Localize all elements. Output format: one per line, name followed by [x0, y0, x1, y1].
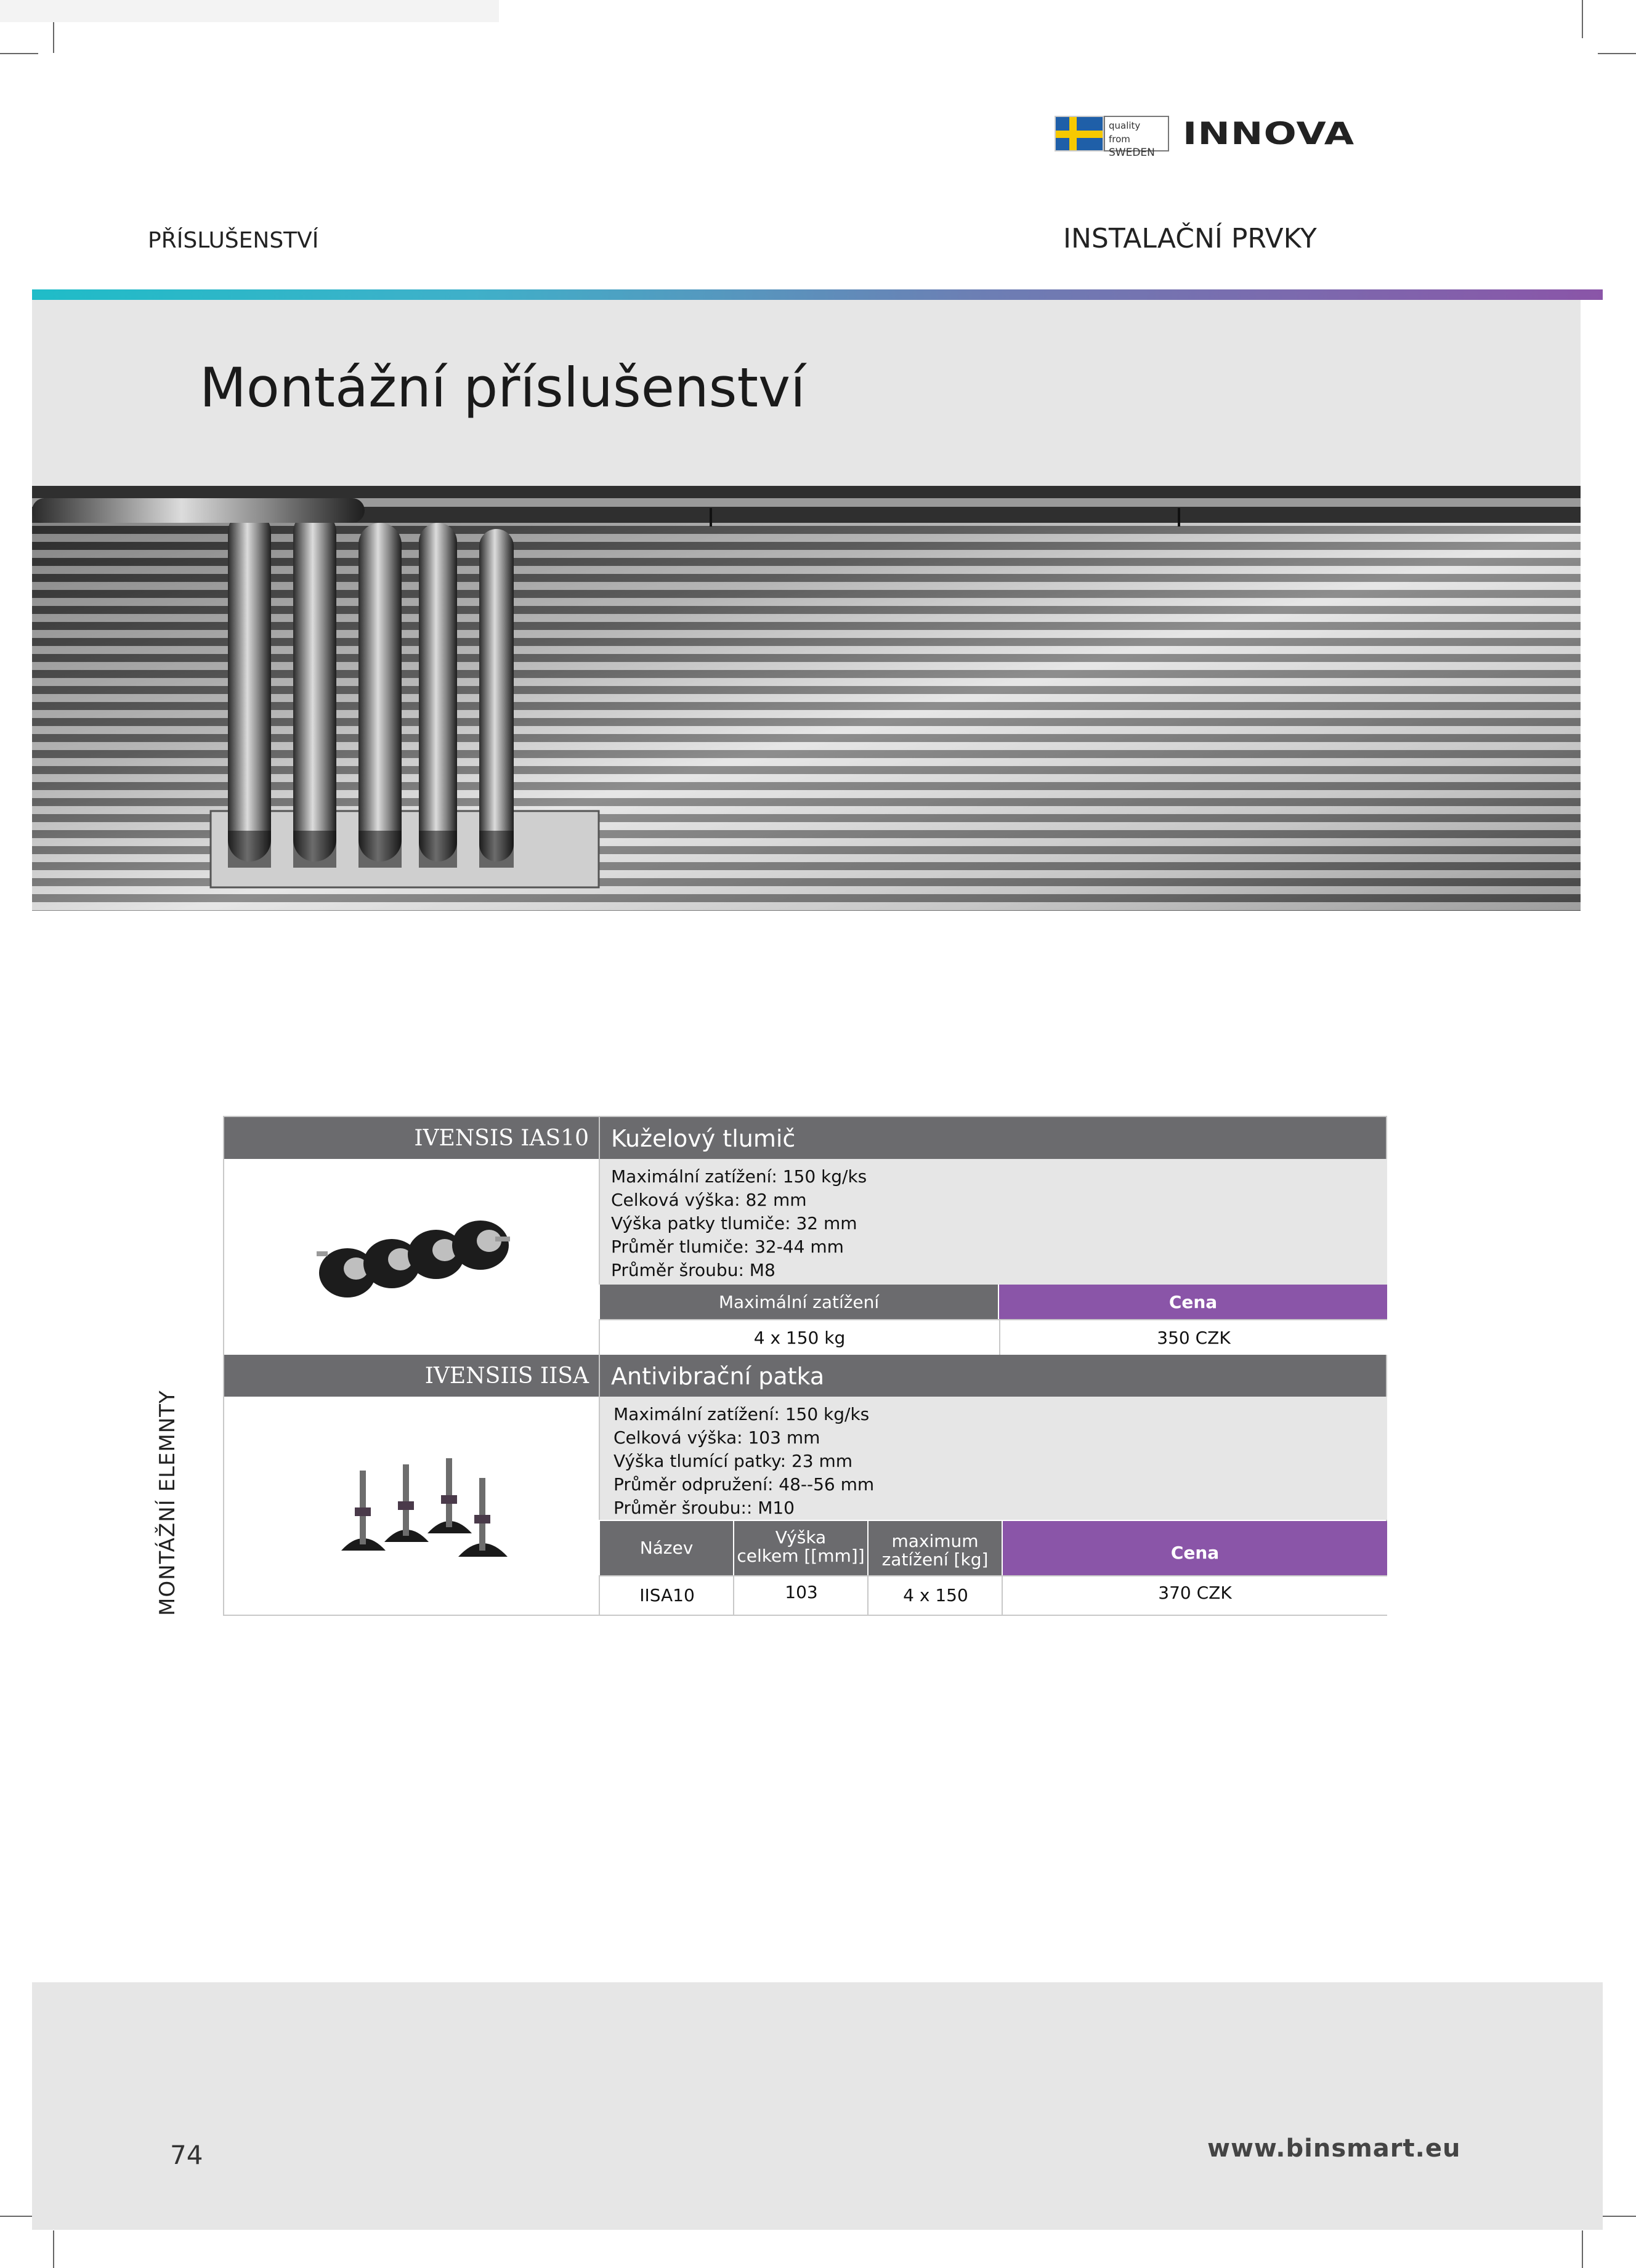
column-header: Název [600, 1521, 733, 1575]
header-line: maximum [891, 1531, 979, 1551]
crop-mark [1582, 2230, 1583, 2268]
spec-line: Výška tlumící patky: 23 mm [614, 1451, 853, 1471]
product-code: IVENSIS IAS10 [414, 1126, 589, 1151]
page-number: 74 [170, 2140, 203, 2170]
product-table [223, 1116, 1387, 1616]
crop-mark [53, 22, 54, 53]
swedish-flag-icon [1055, 116, 1104, 151]
price-value: 370 CZK [1002, 1575, 1387, 1615]
spec-line: Výška patky tlumiče: 32 mm [611, 1213, 857, 1233]
product-name: Kuželový tlumič [599, 1117, 1387, 1159]
footer-band [32, 1982, 1603, 2230]
spec-line: Průměr šroubu:: M10 [614, 1498, 795, 1518]
price-header: Cena [999, 1285, 1387, 1319]
product-header [224, 1117, 1386, 1159]
column-header [734, 1521, 867, 1575]
header-line: zatížení [kg] [881, 1549, 989, 1570]
crop-mark [1598, 53, 1636, 54]
header-line: Výška [775, 1527, 827, 1548]
crop-mark [1582, 0, 1583, 38]
spec-line: Maximální zatížení: 150 kg/ks [611, 1166, 867, 1187]
price-header: Cena [1003, 1521, 1387, 1575]
spec-line: Průměr tlumiče: 32-44 mm [611, 1237, 844, 1257]
top-strip [0, 0, 499, 22]
hero-photo [32, 486, 1581, 911]
section-side-label: MONTÁŽNÍ ELEMNTY [155, 1390, 180, 1616]
load-value: 4 x 150 kg [599, 1319, 999, 1355]
spec-list [599, 1159, 1387, 1285]
column-header: Maximální zatížení [600, 1285, 998, 1319]
product-name: Antivibrační patka [599, 1355, 1387, 1397]
spec-line: Průměr odpružení: 48--56 mm [614, 1474, 875, 1495]
category-right: INSTALAČNÍ PRVKY [1063, 223, 1317, 254]
crop-mark [0, 53, 38, 54]
price-value: 350 CZK [999, 1319, 1387, 1355]
website-link[interactable]: www.binsmart.eu [1207, 2134, 1461, 2163]
quality-line2: SWEDEN [1109, 147, 1155, 159]
model-value: IISA10 [599, 1575, 734, 1615]
product-image [224, 1159, 599, 1356]
brand-logo [1055, 114, 1355, 159]
page-title: Montážní příslušenství [200, 356, 806, 419]
load-value: 4 x 150 [867, 1575, 1003, 1615]
spec-list [599, 1397, 1387, 1520]
brand-name: INNOVA [1183, 116, 1355, 151]
product-header [224, 1355, 1386, 1397]
height-value: 103 [733, 1575, 869, 1615]
quality-line1: quality from [1109, 120, 1141, 145]
gradient-divider [32, 289, 1603, 300]
spec-line: Průměr šroubu: M8 [611, 1260, 775, 1280]
crop-mark [1598, 2216, 1636, 2217]
spec-line: Celková výška: 82 mm [611, 1190, 807, 1210]
product-code: IVENSIIS IISA [424, 1363, 589, 1389]
spec-line: Celková výška: 103 mm [614, 1427, 820, 1448]
header-line: celkem [[mm]] [737, 1546, 865, 1566]
product-image [224, 1397, 599, 1615]
crop-mark [53, 2230, 54, 2268]
column-header [869, 1521, 1002, 1575]
category-left: PŘÍSLUŠENSTVÍ [148, 228, 319, 253]
spec-line: Maximální zatížení: 150 kg/ks [614, 1404, 870, 1424]
quality-badge [1104, 116, 1169, 159]
